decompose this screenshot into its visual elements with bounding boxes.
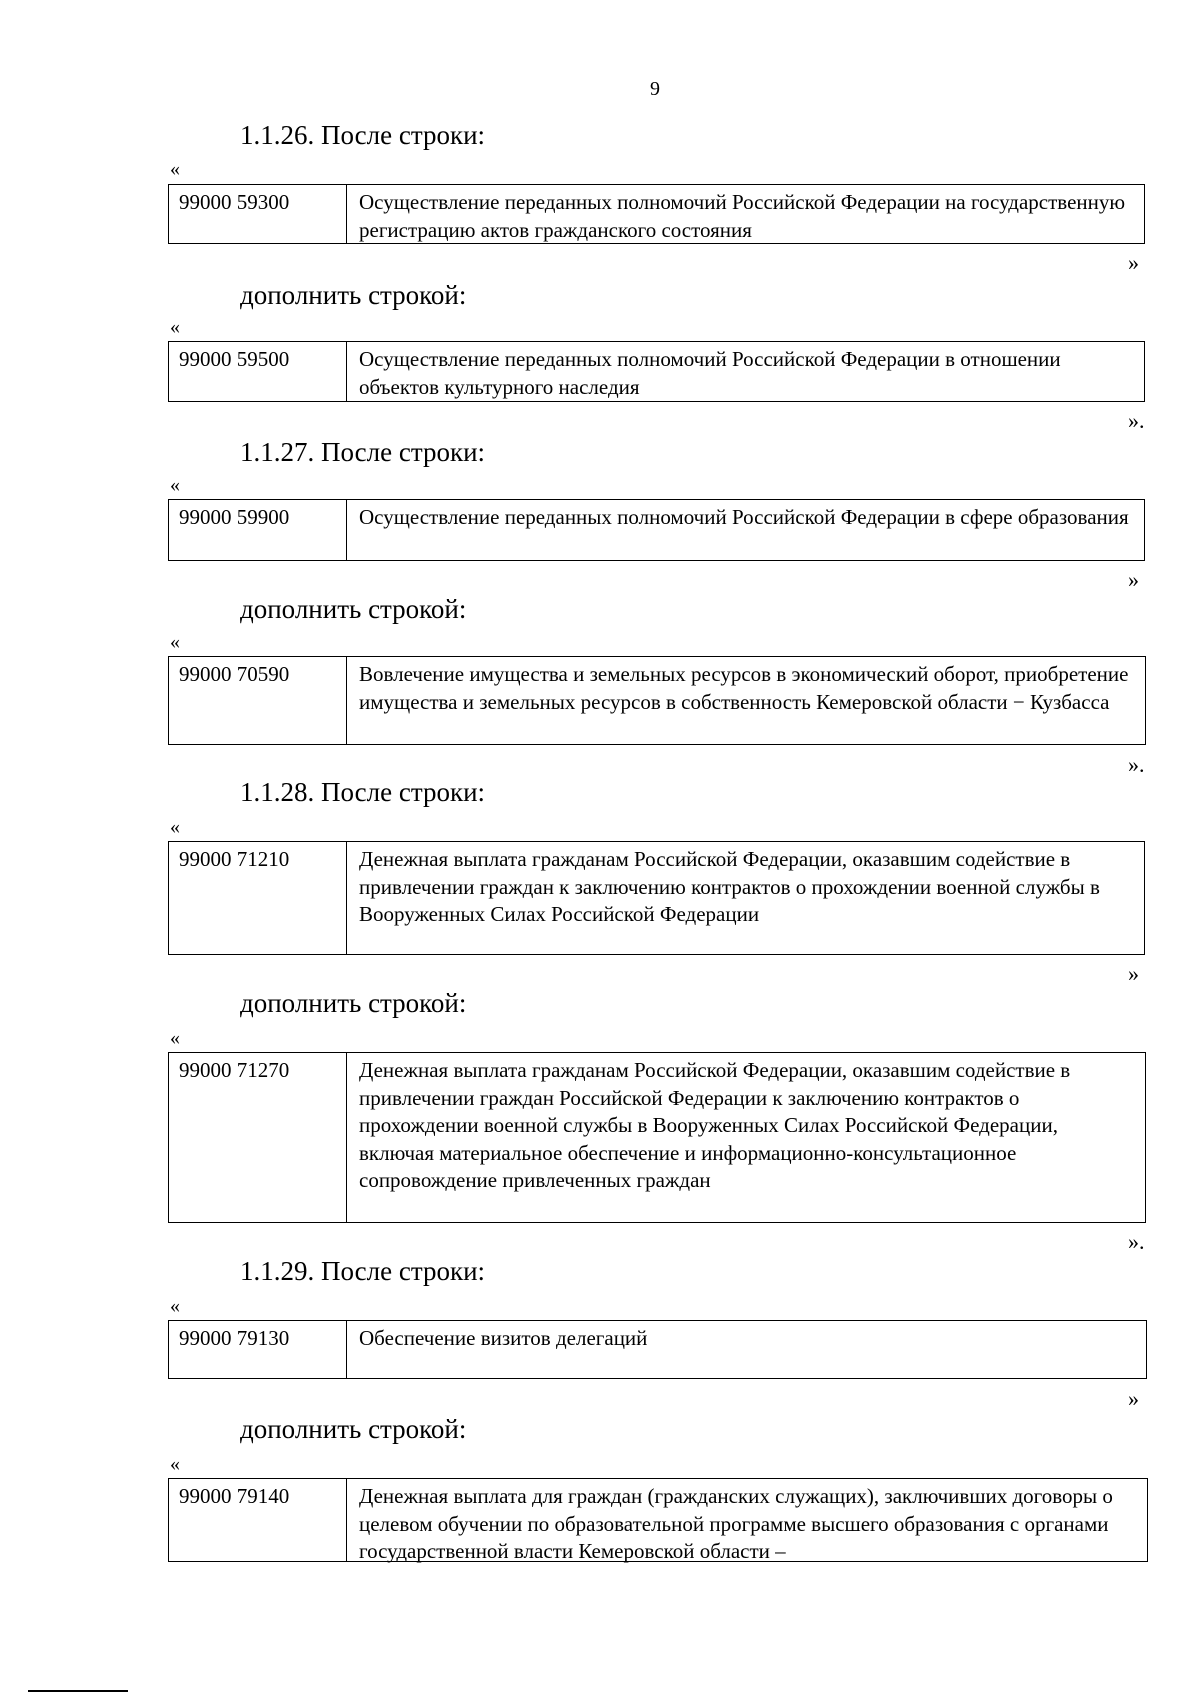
code-table-row [168, 1478, 1148, 1562]
code-table-row [168, 499, 1145, 561]
section-heading: 1.1.28. После строки: [240, 777, 486, 807]
budget-code: 99000 59300 [169, 185, 347, 243]
section-heading: 1.1.29. После строки: [240, 1256, 486, 1286]
budget-code: 99000 79130 [169, 1321, 347, 1378]
opening-quote: « [170, 1295, 180, 1317]
section-heading: дополнить строкой: [240, 1414, 467, 1444]
opening-quote: « [170, 316, 180, 338]
code-table-row [168, 841, 1145, 955]
code-table-row [168, 184, 1145, 244]
page-number: 9 [650, 78, 660, 100]
section-heading: 1.1.26. После строки: [240, 120, 486, 150]
code-table-row [168, 1320, 1147, 1379]
budget-code: 99000 71210 [169, 842, 347, 954]
section-heading: 1.1.27. После строки: [240, 437, 486, 467]
row-description: Обеспечение визитов делегаций [359, 1326, 648, 1350]
section-heading: дополнить строкой: [240, 280, 467, 310]
code-table-row [168, 656, 1146, 745]
closing-quote: » [1128, 250, 1139, 275]
row-description: Денежная выплата гражданам Российской Федерации, оказавшим содействие в привлечении граждан Российской Федерации к заключению контрактов о прохождении военной службы в Вооруженных Силах Российской Федерации, включая материальное обеспечение и информационно-консультационное сопровождение привлеченных граждан [359, 1058, 1071, 1192]
row-description: Осуществление переданных полномочий Российской Федерации на государственную регистрацию актов гражданского состояния [359, 190, 1126, 242]
closing-quote: » [1128, 961, 1139, 986]
opening-quote: « [170, 474, 180, 496]
opening-quote: « [170, 631, 180, 653]
footnote-rule [28, 1690, 128, 1692]
row-description: Осуществление переданных полномочий Российской Федерации в отношении объектов культурного наследия [359, 347, 1061, 399]
budget-code: 99000 71270 [169, 1053, 347, 1222]
opening-quote: « [170, 158, 180, 180]
closing-quote: ». [1128, 1229, 1145, 1254]
row-description: Денежная выплата гражданам Российской Федерации, оказавшим содействие в привлечении граждан к заключению контрактов о прохождении военной службы в Вооруженных Силах Российской Федерации [359, 847, 1100, 926]
section-heading: дополнить строкой: [240, 594, 467, 624]
code-table-row [168, 1052, 1146, 1223]
opening-quote: « [170, 1453, 180, 1475]
budget-code: 99000 79140 [169, 1479, 347, 1561]
opening-quote: « [170, 1027, 180, 1049]
row-description: Осуществление переданных полномочий Российской Федерации в сфере образования [359, 505, 1129, 529]
budget-code: 99000 59500 [169, 342, 347, 401]
row-description: Вовлечение имущества и земельных ресурсов в экономический оборот, приобретение имущества и земельных ресурсов в собственность Кемеровской области − Кузбасса [359, 662, 1129, 714]
closing-quote: » [1128, 1386, 1139, 1411]
closing-quote: » [1128, 567, 1139, 592]
row-description: Денежная выплата для граждан (гражданских служащих), заключивших договоры о целевом обучении по образовательной программе высшего образования с органами государственной власти Кемеровской области – [359, 1484, 1113, 1563]
section-heading: дополнить строкой: [240, 988, 467, 1018]
opening-quote: « [170, 816, 180, 838]
budget-code: 99000 70590 [169, 657, 347, 744]
closing-quote: ». [1128, 752, 1145, 777]
budget-code: 99000 59900 [169, 500, 347, 560]
closing-quote: ». [1128, 408, 1145, 433]
code-table-row [168, 341, 1145, 402]
